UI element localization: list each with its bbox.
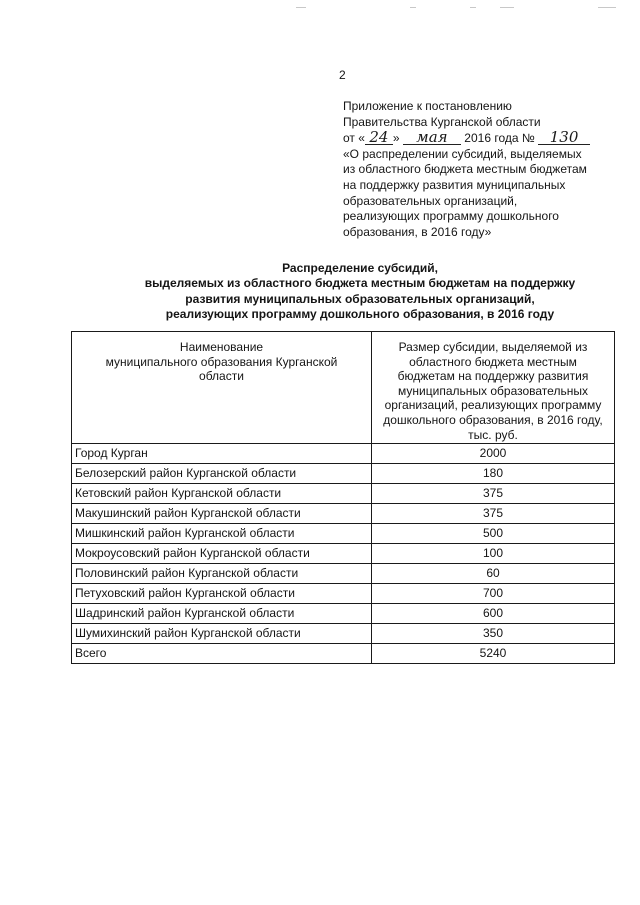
heading-line: реализующих программу дошкольного образования, в 2016 году: [165, 306, 555, 321]
amount-cell: 375: [372, 504, 615, 524]
table-total-row: [72, 644, 615, 664]
subsidy-table: [71, 331, 615, 664]
scan-mark: [598, 7, 616, 8]
table-row: [72, 464, 615, 484]
header-amount-line: областного бюджета местным: [409, 354, 577, 369]
header-amount-line: дошкольного образования, в 2016 году,: [383, 412, 603, 427]
municipality-cell: Мишкинский район Курганской области: [72, 524, 372, 544]
amount-cell: 100: [372, 544, 615, 564]
date-mid: »: [392, 131, 400, 146]
municipality-cell: Петуховский район Курганской области: [72, 584, 372, 604]
header-amount-line: организаций, реализующих программу: [384, 398, 602, 413]
appendix-line: Приложение к постановлению: [343, 99, 512, 113]
table-row: [72, 564, 615, 584]
amount-cell: 180: [372, 464, 615, 484]
municipality-cell: Шадринский район Курганской области: [72, 604, 372, 624]
heading-line: развития муниципальных образовательных организаций,: [185, 291, 535, 306]
municipality-cell: Город Курган: [72, 444, 372, 464]
table-row: [72, 444, 615, 464]
header-amount-line: бюджетам на поддержку развития: [397, 369, 589, 384]
appendix-subject-line: из областного бюджета местным бюджетам: [343, 162, 587, 177]
appendix-subject-line: реализующих программу дошкольного: [343, 209, 559, 224]
table-row: [72, 624, 615, 644]
header-amount-cell: [372, 332, 615, 444]
document-heading: [60, 261, 640, 322]
scan-mark: [296, 7, 306, 8]
municipality-cell: Кетовский район Курганской области: [72, 484, 372, 504]
municipality-cell: Белозерский район Курганской области: [72, 464, 372, 484]
table-row: [72, 524, 615, 544]
table-row: [72, 584, 615, 604]
heading-line: выделяемых из областного бюджета местным бюджетам на поддержку: [144, 276, 576, 291]
handwritten-day: 24: [365, 130, 393, 145]
handwritten-month: мая: [403, 130, 461, 145]
table-row: [72, 504, 615, 524]
header-amount-line: муниципальных образовательных: [398, 383, 588, 398]
appendix-subject-line: образования, в 2016 году»: [343, 224, 492, 239]
municipality-cell: Макушинский район Курганской области: [72, 504, 372, 524]
amount-cell: 700: [372, 584, 615, 604]
header-name-cell: [72, 332, 372, 444]
appendix-block: [343, 99, 633, 240]
appendix-subject-line: «О распределении субсидий, выделяемых: [343, 146, 582, 161]
table-row: [72, 484, 615, 504]
header-name-line: области: [199, 369, 244, 384]
table-header-row: [72, 332, 615, 444]
appendix-subject-line: образовательных организаций,: [343, 193, 518, 208]
total-label-cell: Всего: [72, 644, 372, 664]
scan-mark: [470, 7, 476, 8]
scan-mark: [500, 7, 514, 8]
appendix-subject-line: на поддержку развития муниципальных: [343, 177, 566, 192]
date-year: 2016 года №: [464, 131, 535, 146]
amount-cell: 375: [372, 484, 615, 504]
table-row: [72, 604, 615, 624]
appendix-line: Правительства Курганской области: [343, 114, 541, 129]
header-name-line: Наименование: [179, 340, 264, 354]
amount-cell: 350: [372, 624, 615, 644]
amount-cell: 600: [372, 604, 615, 624]
total-amount-cell: 5240: [372, 644, 615, 664]
municipality-cell: Мокроусовский район Курганской области: [72, 544, 372, 564]
header-amount-line: тыс. руб.: [468, 427, 518, 442]
header-amount-line: Размер субсидии, выделяемой из: [398, 340, 588, 354]
amount-cell: 500: [372, 524, 615, 544]
page-number: 2: [339, 68, 346, 82]
heading-line: Распределение субсидий,: [282, 261, 438, 275]
scan-mark: [410, 7, 416, 8]
date-prefix: от «: [343, 131, 365, 146]
handwritten-number: 130: [538, 130, 590, 145]
municipality-cell: Шумихинский район Курганской области: [72, 624, 372, 644]
table-row: [72, 544, 615, 564]
amount-cell: 2000: [372, 444, 615, 464]
municipality-cell: Половинский район Курганской области: [72, 564, 372, 584]
appendix-date-line: [343, 130, 633, 147]
amount-cell: 60: [372, 564, 615, 584]
header-name-line: муниципального образования Курганской: [105, 354, 338, 369]
